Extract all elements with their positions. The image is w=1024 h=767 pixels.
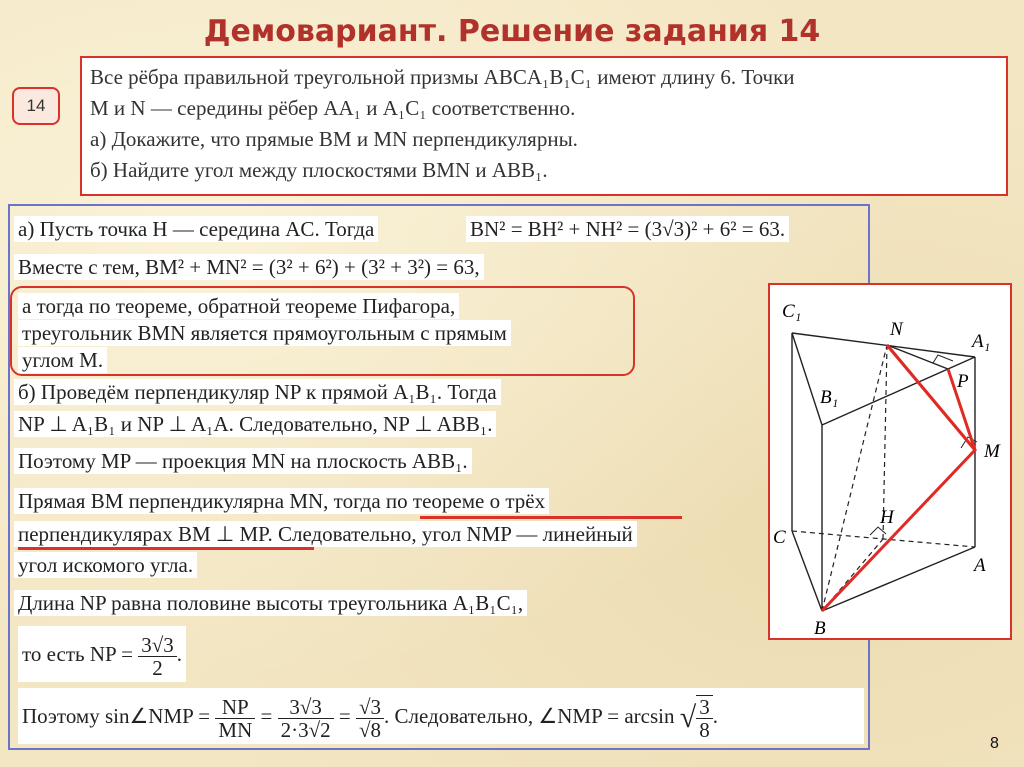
- solution-line-6: б) Проведём перпендикуляр NP к прямой A₁B₁. Тогда: [14, 379, 501, 405]
- np-value-numerator: 3√3: [138, 634, 177, 657]
- np-equals-label: то есть NP =: [22, 642, 133, 666]
- right-angle-mark-p: [933, 355, 953, 363]
- solution-line-1b: BN² = BH² + NH² = (3√3)² + 6² = 63.: [466, 216, 789, 242]
- solution-line-12: Длина NP равна половине высоты треугольника A₁B₁C₁,: [14, 590, 527, 616]
- sin-fraction-3-den: √8: [358, 717, 381, 742]
- slide-title: Демовариант. Решение задания 14: [203, 14, 821, 49]
- sin-fraction-3-num: √3: [356, 696, 384, 719]
- three-perpendiculars-underline-1: [420, 516, 682, 519]
- line-b-n-hidden: [822, 345, 887, 611]
- label-b: B: [814, 618, 826, 638]
- np-value-fraction: [138, 634, 177, 679]
- sin-label: Поэтому sin∠NMP =: [22, 704, 211, 728]
- label-n: N: [890, 319, 903, 340]
- label-c: C: [773, 527, 786, 548]
- sin-fraction-2-den: 2·3√2: [280, 717, 331, 742]
- edge-b-a: [822, 547, 975, 611]
- sin-fraction-1-num: NP: [215, 696, 255, 719]
- answer-fraction-num: 3: [696, 696, 713, 719]
- edge-b1-a1: [822, 357, 975, 425]
- segment-nm-red: [887, 345, 975, 450]
- prism-figure: [768, 283, 1012, 640]
- answer-fraction: [696, 695, 713, 741]
- edge-c1-b1: [792, 333, 822, 425]
- label-m: M: [984, 441, 1000, 462]
- prism-drawing: [770, 285, 1010, 638]
- label-c1: C₁: [782, 301, 802, 322]
- solution-line-8: Поэтому MP — проекция MN на плоскость ABB₁.: [14, 448, 472, 474]
- solution-line-7: NP ⊥ A₁B₁ и NP ⊥ A₁A. Следовательно, NP ⊥ ABB₁.: [14, 411, 496, 437]
- sqrt-sign: √: [679, 701, 697, 735]
- sin-fraction-1: [215, 696, 255, 741]
- page-number: 8: [990, 735, 999, 752]
- solution-line-13: то есть NP = $\frac{3√3}{2}$ .: [18, 626, 186, 682]
- label-p: P: [957, 371, 969, 392]
- solution-line-14: Поэтому sin∠NMP = $\frac{NP}{MN}$ = $\frac{3√3}{2\cdot 3√2}$ = $\frac{√3}{√8}$ . Следовательно, ∠NMP = arcsin √ $\frac{3}{8}$ .: [18, 688, 864, 744]
- solution-line-3: а тогда по теореме, обратной теореме Пифагора,: [18, 293, 459, 319]
- np-value-denominator: 2: [152, 655, 163, 680]
- answer-label: . Следовательно, ∠NMP = arcsin: [383, 704, 675, 728]
- solution-line-4: треугольник BMN является прямоугольным с прямым: [18, 320, 511, 346]
- pythagoras-highlight-frame: [10, 286, 635, 376]
- answer-fraction-den: 8: [699, 718, 710, 743]
- task-line-1: Все рёбра правильной треугольной призмы ABCA₁B₁C₁ имеют длину 6. Точки: [90, 65, 795, 89]
- edge-c1-a1: [792, 333, 975, 357]
- solution-line-5: углом M.: [18, 347, 107, 373]
- task-line-2: M и N — середины рёбер AA₁ и A₁C₁ соответственно.: [90, 96, 576, 120]
- three-perpendiculars-underline-2: [18, 547, 314, 550]
- sin-fraction-1-den: MN: [218, 717, 253, 742]
- sin-fraction-3: [356, 696, 384, 741]
- task-statement: [80, 56, 1008, 196]
- edge-c-b: [792, 531, 822, 611]
- solution-line-10: перпендикулярах BM ⊥ MP. Следовательно, угол NMP — линейный: [14, 521, 637, 547]
- label-a: A: [974, 555, 986, 576]
- label-b1: B₁: [820, 387, 839, 408]
- solution-line-2: Вместе с тем, BM² + MN² = (3² + 6²) + (3² + 3²) = 63,: [14, 254, 484, 280]
- sin-fraction-2: [278, 696, 334, 741]
- task-number-badge: 14: [12, 87, 60, 125]
- solution-line-9: Прямая BM перпендикулярна MN, тогда по теореме о трёх: [14, 488, 549, 514]
- solution-line-11: угол искомого угла.: [14, 552, 197, 578]
- solution-line-1a: а) Пусть точка H — середина AC. Тогда: [14, 216, 378, 242]
- label-a1: A₁: [972, 331, 991, 352]
- label-h: H: [880, 507, 894, 528]
- task-line-3: а) Докажите, что прямые BM и MN перпендикулярны.: [90, 127, 578, 151]
- sin-fraction-2-num: 3√3: [278, 696, 334, 719]
- task-line-4: б) Найдите угол между плоскостями BMN и ABB₁.: [90, 158, 548, 182]
